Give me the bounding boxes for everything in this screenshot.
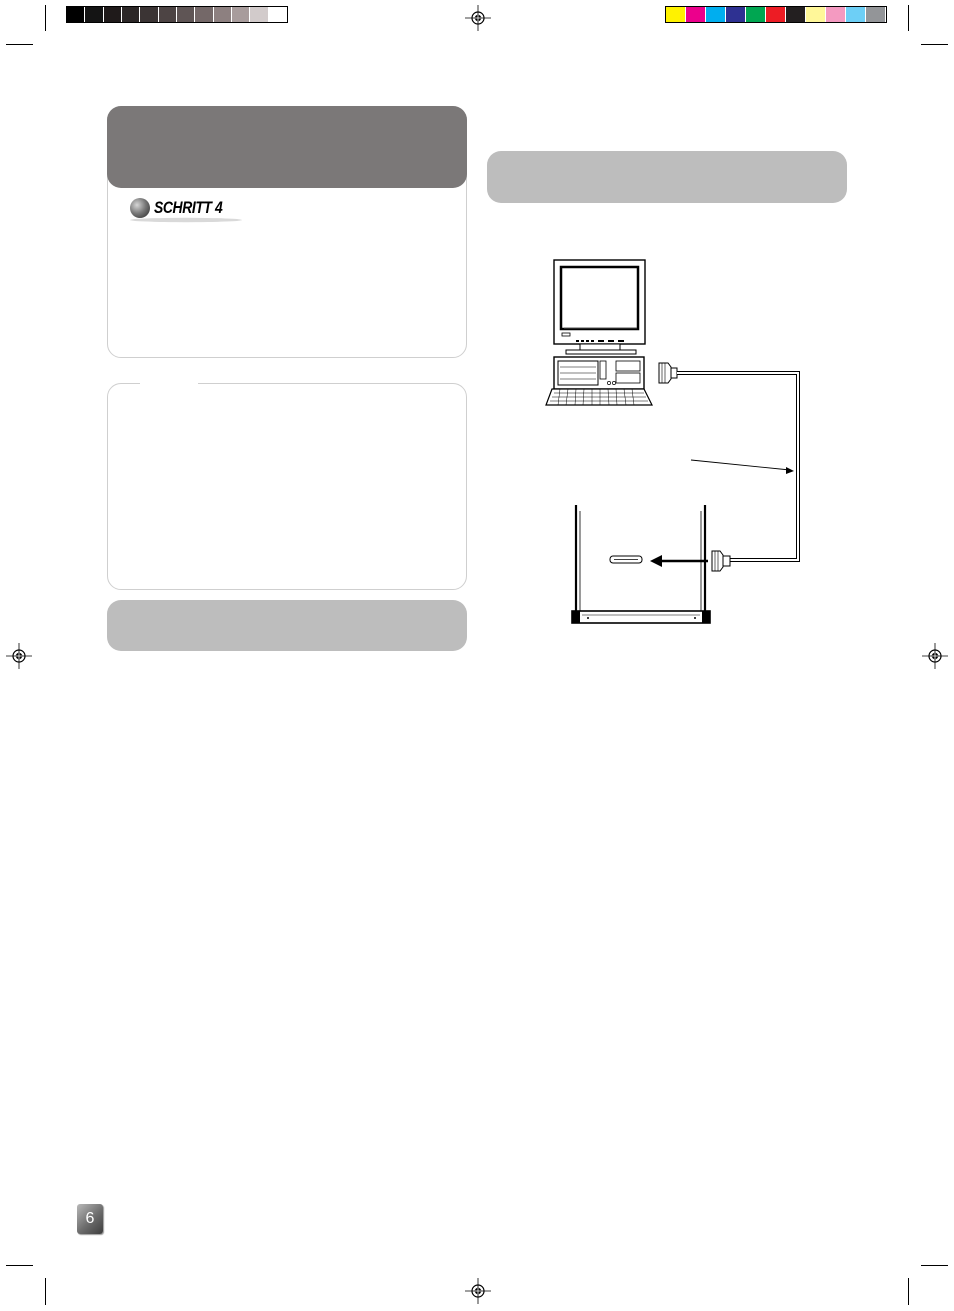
section-header-bar — [107, 600, 467, 651]
crop-mark-top-left-v — [45, 5, 46, 31]
registration-mark-icon — [465, 5, 491, 31]
step-panel-header — [107, 106, 467, 188]
color-swatch — [177, 7, 194, 22]
device-illustration — [572, 505, 710, 623]
computer-illustration — [546, 260, 652, 405]
registration-mark-icon — [6, 643, 32, 669]
note-panel-tab-gap — [140, 381, 198, 385]
color-swatch — [866, 7, 885, 22]
color-swatch — [140, 7, 157, 22]
crop-mark-top-left-h — [6, 44, 33, 45]
registration-mark-icon — [922, 643, 948, 669]
color-swatch — [666, 7, 685, 22]
color-swatch — [195, 7, 212, 22]
color-swatch — [706, 7, 725, 22]
color-swatch — [250, 7, 267, 22]
color-swatch — [104, 7, 121, 22]
page-number: 6 — [77, 1204, 103, 1234]
step-label: SCHRITT 4 — [154, 198, 223, 217]
color-swatch — [269, 7, 286, 22]
crop-mark-top-right-v — [908, 5, 909, 31]
crop-mark-bottom-right-h — [921, 1265, 948, 1266]
connection-header-bar — [487, 151, 847, 203]
connector-icon — [712, 551, 730, 571]
color-swatch — [746, 7, 765, 22]
color-swatch — [806, 7, 825, 22]
color-swatch — [122, 7, 139, 22]
color-swatch — [85, 7, 102, 22]
color-swatch — [826, 7, 845, 22]
color-swatch — [846, 7, 865, 22]
connector-icon — [659, 363, 677, 383]
color-swatch — [232, 7, 249, 22]
note-panel — [107, 383, 467, 590]
color-swatch — [766, 7, 785, 22]
grayscale-color-bar — [66, 6, 288, 23]
color-swatch — [786, 7, 805, 22]
registration-mark-icon — [465, 1278, 491, 1304]
color-swatch — [686, 7, 705, 22]
crop-mark-bottom-left-v — [45, 1278, 46, 1305]
color-swatch — [159, 7, 176, 22]
color-swatch — [214, 7, 231, 22]
color-swatch — [67, 7, 84, 22]
color-swatch — [726, 7, 745, 22]
process-color-bar — [665, 6, 887, 23]
connection-diagram — [540, 255, 810, 635]
crop-mark-top-right-h — [921, 44, 948, 45]
step-bullet-icon — [130, 198, 150, 218]
crop-mark-bottom-left-h — [6, 1265, 33, 1266]
crop-mark-bottom-right-v — [908, 1278, 909, 1305]
